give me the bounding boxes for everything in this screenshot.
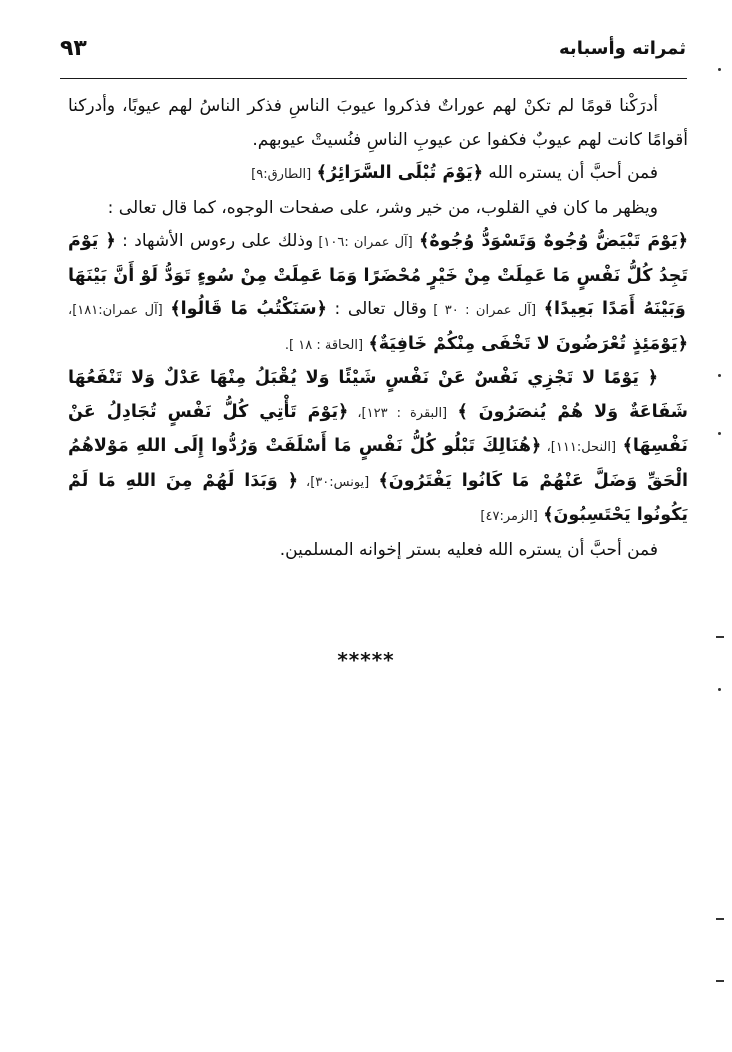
- running-title: ثمراته وأسبابه: [559, 38, 686, 59]
- margin-dot: [718, 374, 721, 377]
- paragraph-3: ويظهر ما كان في القلوب، من خير وشر، على صفحات الوجوه، كما قال تعالى :: [107, 197, 658, 218]
- verse-reference-nahl: [النحل:١١١]،: [541, 440, 617, 455]
- margin-tick: [716, 980, 724, 982]
- verse-reference-al-imran-30: [آل عمران : ٣٠ ]: [426, 303, 537, 318]
- quran-verse-nahl: ﴿يَوْمَ تَأْتِي كُلُّ نَفْسٍ تُجَادِلُ عَنْ نَفْسِهَا﴾: [68, 401, 688, 456]
- header-rule: [60, 78, 687, 79]
- quran-verse-yunus: ﴿هُنَالِكَ تَبْلُو كُلُّ نَفْسٍ مَا أَسْلَفَتْ وَرُدُّوا إِلَى اللهِ مَوْلاهُمُ الْحَقِّ وَضَلَّ عَنْهُمْ مَا كَانُوا يَفْتَرُونَ﴾: [68, 436, 688, 491]
- paragraph-5: [68, 362, 688, 534]
- verse-reference-al-imran-106: [آل عمران :١٠٦]: [313, 235, 413, 250]
- paragraph-6: فمن أحبَّ أن يستره الله فعليه بستر إخوانه المسلمين.: [279, 539, 658, 560]
- margin-tick: [716, 636, 724, 638]
- quran-verse-zumar: ﴿ وَبَدَا لَهُمْ مِنَ اللهِ مَا لَمْ يَكُونُوا يَحْتَسِبُونَ﴾: [68, 470, 688, 525]
- paragraph-1: أدرَكْنا قومًا لم تكنْ لهم عوراتٌ فذكروا عيوبَ الناسِ فذكر الناسُ لهم عيوبًا، وأدركنا أقوامًا كانت لهم عيوبٌ فكفوا عن عيوبِ الناسِ فنُسيتْ عيوبهم.: [68, 96, 688, 150]
- verse-reference-zumar: [الزمر:٤٧]: [480, 509, 538, 524]
- body-text: [68, 90, 688, 567]
- paragraph-2-lead: فمن أحبَّ أن يستره الله: [482, 163, 658, 183]
- verse-reference-tariq: [الطارق:٩]: [251, 167, 312, 182]
- margin-dot: [718, 688, 721, 691]
- page-header: [60, 30, 686, 74]
- verse-reference-al-haqqa: [الحاقة : ١٨ ].: [284, 337, 364, 353]
- verse-reference-al-imran-181: [آل عمران:١٨١]،: [68, 303, 163, 318]
- verse-reference-baqara: [البقرة : ١٢٣]،: [348, 405, 448, 421]
- paragraph-2: [68, 157, 688, 192]
- paragraph-4: [68, 225, 688, 362]
- quran-verse-al-imran-106: ﴿يَوْمَ تَبْيَضُّ وُجُوهٌ وَتَسْوَدُّ وُجُوهٌ﴾: [419, 231, 688, 251]
- quran-verse-tariq: ﴿يَوْمَ تُبْلَى السَّرَائِرُ﴾: [316, 163, 483, 183]
- paragraph-4-connector-2: وقال تعالى :: [326, 299, 427, 319]
- margin-dot: [718, 432, 721, 435]
- quran-verse-al-imran-30: ﴿ يَوْمَ تَجِدُ كُلُّ نَفْسٍ مَا عَمِلَتْ مِنْ خَيْرٍ مُحْضَرًا وَمَا عَمِلَتْ مِنْ سُوءٍ تَوَدُّ لَوْ أَنَّ بَيْنَهَا وَبَيْنَهُ أَمَدًا بَعِيدًا﴾: [68, 231, 688, 319]
- verse-reference-yunus: [يونس:٣٠]،: [298, 474, 370, 490]
- margin-dot: [718, 68, 721, 71]
- quran-verse-baqara: ﴿ يَوْمًا لا تَجْزِي نَفْسٌ عَنْ نَفْسٍ شَيْئًا وَلا يُقْبَلُ مِنْهَا عَدْلٌ وَلا تَنْفَعُهَا شَفَاعَةٌ وَلا هُمْ يُنصَرُونَ ﴾: [68, 368, 689, 422]
- page-number: ٩٣: [60, 36, 87, 61]
- paragraph-4-connector-1: وذلك على رءوس الأشهاد :: [115, 231, 314, 251]
- margin-tick: [716, 918, 724, 920]
- section-separator: *****: [337, 648, 395, 672]
- quran-verse-al-imran-181: ﴿سَنَكْتُبُ مَا قَالُوا﴾: [170, 299, 327, 319]
- quran-verse-al-haqqa: ﴿يَوْمَئِذٍ تُعْرَضُونَ لا تَخْفَى مِنْكُمْ خَافِيَةٌ﴾: [368, 333, 688, 354]
